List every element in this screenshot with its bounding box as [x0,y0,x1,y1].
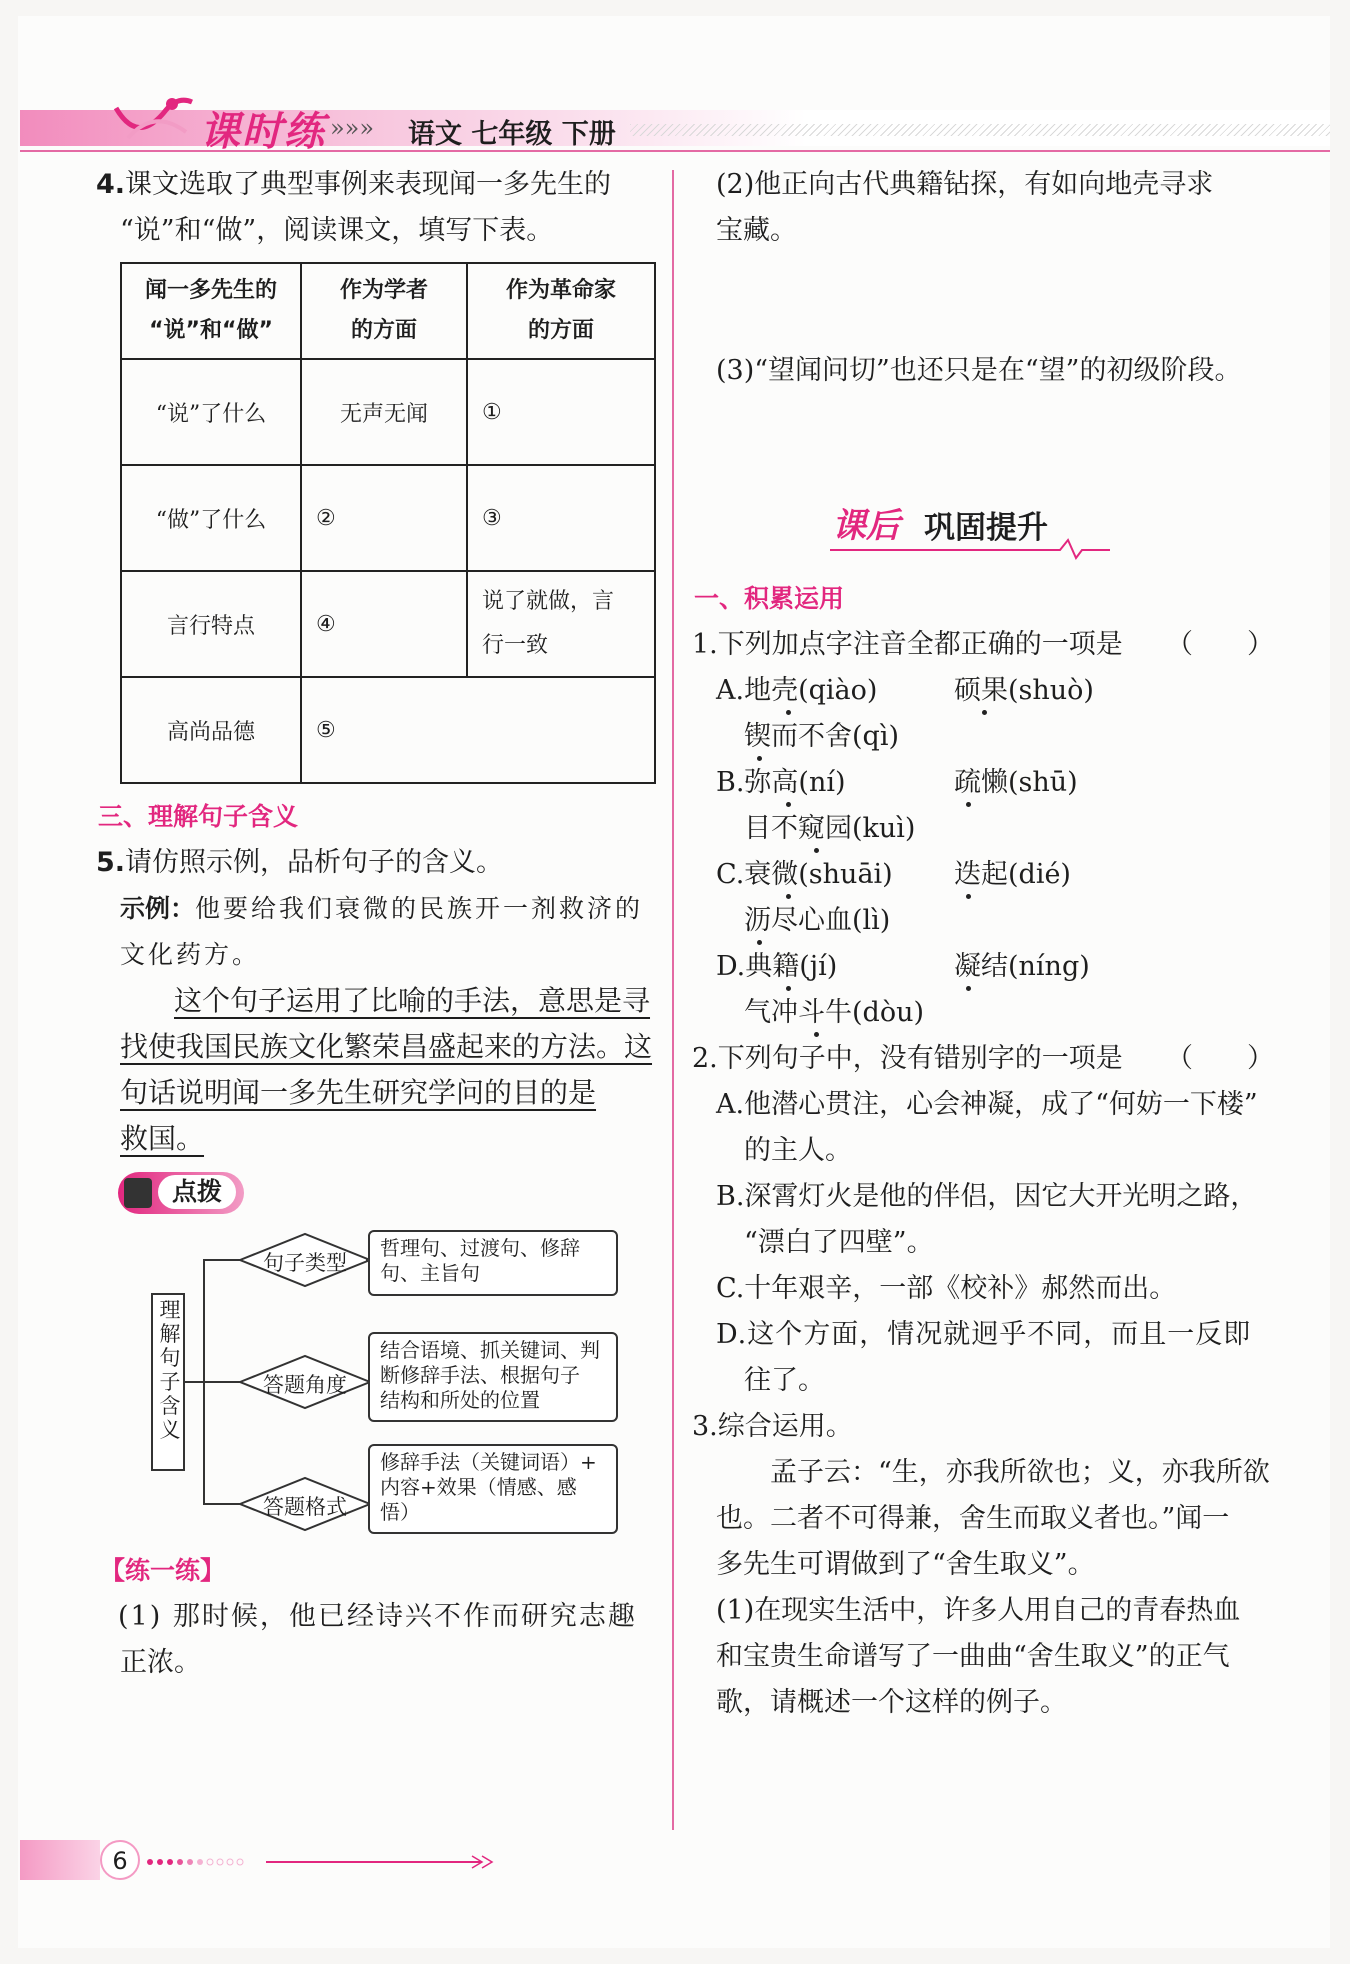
page-number: 6 [100,1840,140,1880]
diagram-box-angle: 结合语境、抓关键词、判 断修辞手法、根据句子 结构和所处的位置 [368,1332,618,1422]
q3-sub1-line3: 歌，请概述一个这样的例子。 [716,1687,1067,1718]
emphasis-dot [966,894,971,899]
example-answer-2: 找使我国民族文化繁荣昌盛起来的方法。这 [120,1030,653,1063]
example-line2: 文化药方。 [120,940,261,969]
example-answer-3: 句话说明闻一多先生研究学问的目的是 [120,1076,597,1109]
q3-sub1-line1: (1)在现实生活中，许多人用自己的青春热血 [716,1595,1241,1626]
q2-option-b1: B.深霄灯火是他的伴侣，因它大开光明之路， [716,1181,1258,1212]
q1-option-d1: D.典籍(jí) [716,951,838,982]
section-1-heading: 一、积累运用 [694,584,845,613]
practice-1-line1: (1) 那时候，他已经诗兴不作而研究志趣 [118,1601,637,1632]
table-header-3: 作为革命家 的方面 [467,263,655,359]
table-header-1: 闻一多先生的 “说”和“做” [121,263,301,359]
footer-band [20,1840,100,1880]
book-icon [124,1178,152,1208]
diagram-branch-type: 句子类型 [263,1251,347,1275]
question-3: 3.综合运用。 [692,1411,853,1442]
practice-3: (3)“望闻问切”也还只是在“望”的初级阶段。 [716,355,1242,386]
practice-heading: 【练一练】 [100,1556,226,1585]
q1-option-c1: C.衰微(shuāi) [716,859,893,890]
q1-option-d2: 凝结(níng) [954,951,1090,982]
question-4-line2: “说”和“做”，阅读课文，填写下表。 [120,215,554,246]
diagram-branch-angle: 答题角度 [263,1373,347,1397]
diagram-box-format: 修辞手法（关键词语）+ 内容+效果（情感、感 悟） [368,1444,618,1534]
header-hatch [630,124,1330,136]
emphasis-dot [786,802,791,807]
emphasis-dot [786,894,791,899]
example-answer-4: 救国。 [120,1122,205,1155]
banner-part-b: 巩固提升 [924,510,1048,546]
q2-option-b2: “漂白了四壁”。 [744,1227,934,1258]
table-row: “做”了什么 ② ③ [121,465,655,571]
q1-option-b1: B.弥高(ní) [716,767,846,798]
table-row: “说”了什么 无声无闻 ① [121,359,655,465]
diagram-branch-format: 答题格式 [263,1495,347,1519]
q1-option-b3: 目不窥园(kuì) [744,813,916,844]
q3-quote-line2: 也。二者不可得兼，舍生而取义者也。”闻一 [716,1503,1230,1534]
q2-option-d2: 往了。 [744,1365,825,1396]
footer-arrow [146,1850,506,1874]
diagram-box-type: 哲理句、过渡句、修辞 句、主旨句 [368,1230,618,1296]
logo-text: 课时练 [200,109,326,155]
question-2-answer-blank[interactable]: （ ） [1166,1043,1274,1074]
table-row: 高尚品德 ⑤ [121,677,655,783]
q3-quote-line1: 孟子云：“生，亦我所欲也；义，亦我所欲 [770,1457,1270,1488]
question-1: 1.下列加点字注音全都正确的一项是 [692,629,1123,660]
question-1-answer-blank[interactable]: （ ） [1166,629,1274,660]
q1-option-d3: 气冲斗牛(dòu) [744,997,924,1028]
header-arrows: »»» [330,114,375,142]
table-row: 言行特点 ④ 说了就做，言 行一致 [121,571,655,677]
emphasis-dot [966,802,971,807]
section-3-heading: 三、理解句子含义 [98,802,299,831]
q3-quote-line3: 多先生可谓做到了“舍生取义”。 [716,1549,1095,1580]
question-2: 2.下列句子中，没有错别字的一项是 [692,1043,1123,1074]
diagram-root: 理解句子含义 [159,1298,181,1442]
emphasis-dot [757,940,762,945]
q2-option-a1: A.他潜心贯注，心会神凝，成了“何妨一下楼” [716,1089,1258,1120]
q1-option-a2: 硕果(shuò) [954,675,1094,706]
practice-1-line2: 正浓。 [120,1647,201,1678]
question-4: 4.课文选取了典型事例来表现闻一多先生的 [96,169,612,200]
q2-option-c1: C.十年艰辛，一部《校补》郝然而出。 [716,1273,1177,1304]
q1-option-a1: A.地壳(qiào) [716,675,878,706]
header-title: 语文 七年级 下册 [408,119,616,150]
banner-part-a: 课后 [832,506,900,546]
practice-2-line2: 宝藏。 [716,215,797,246]
q1-option-c3: 沥尽心血(lì) [744,905,891,936]
example-answer-1: 这个句子运用了比喻的手法，意思是寻 [174,984,651,1017]
practice-2-line1: (2)他正向古代典籍钻探，有如向地壳寻求 [716,169,1214,200]
emphasis-dot [814,848,819,853]
emphasis-dot [966,986,971,991]
table-header-2: 作为学者 的方面 [301,263,467,359]
q1-option-b2: 疏懒(shū) [954,767,1078,798]
diagram-connectors [140,1220,380,1550]
q2-option-d1: D.这个方面，情况就迥乎不同，而且一反即 [716,1319,1252,1350]
question-5: 5.请仿照示例，品析句子的含义。 [96,847,504,878]
emphasis-dot [757,756,762,761]
say-do-table [120,262,656,784]
q2-option-a2: 的主人。 [744,1135,852,1166]
q3-sub1-line2: 和宝贵生命谱写了一曲曲“舍生取义”的正气 [716,1641,1230,1672]
q1-option-a3: 锲而不舍(qì) [744,721,899,752]
example-line1: 示例：他要给我们衰微的民族开一剂救济的 [120,894,644,923]
emphasis-dot [786,710,791,715]
tip-badge-label: 点拨 [158,1175,236,1209]
banner-underline [830,536,1110,562]
logo-swirl-icon [108,88,200,148]
emphasis-dot [786,986,791,991]
column-divider [672,170,674,1830]
q1-option-c2: 迭起(dié) [954,859,1071,890]
emphasis-dot [982,710,987,715]
